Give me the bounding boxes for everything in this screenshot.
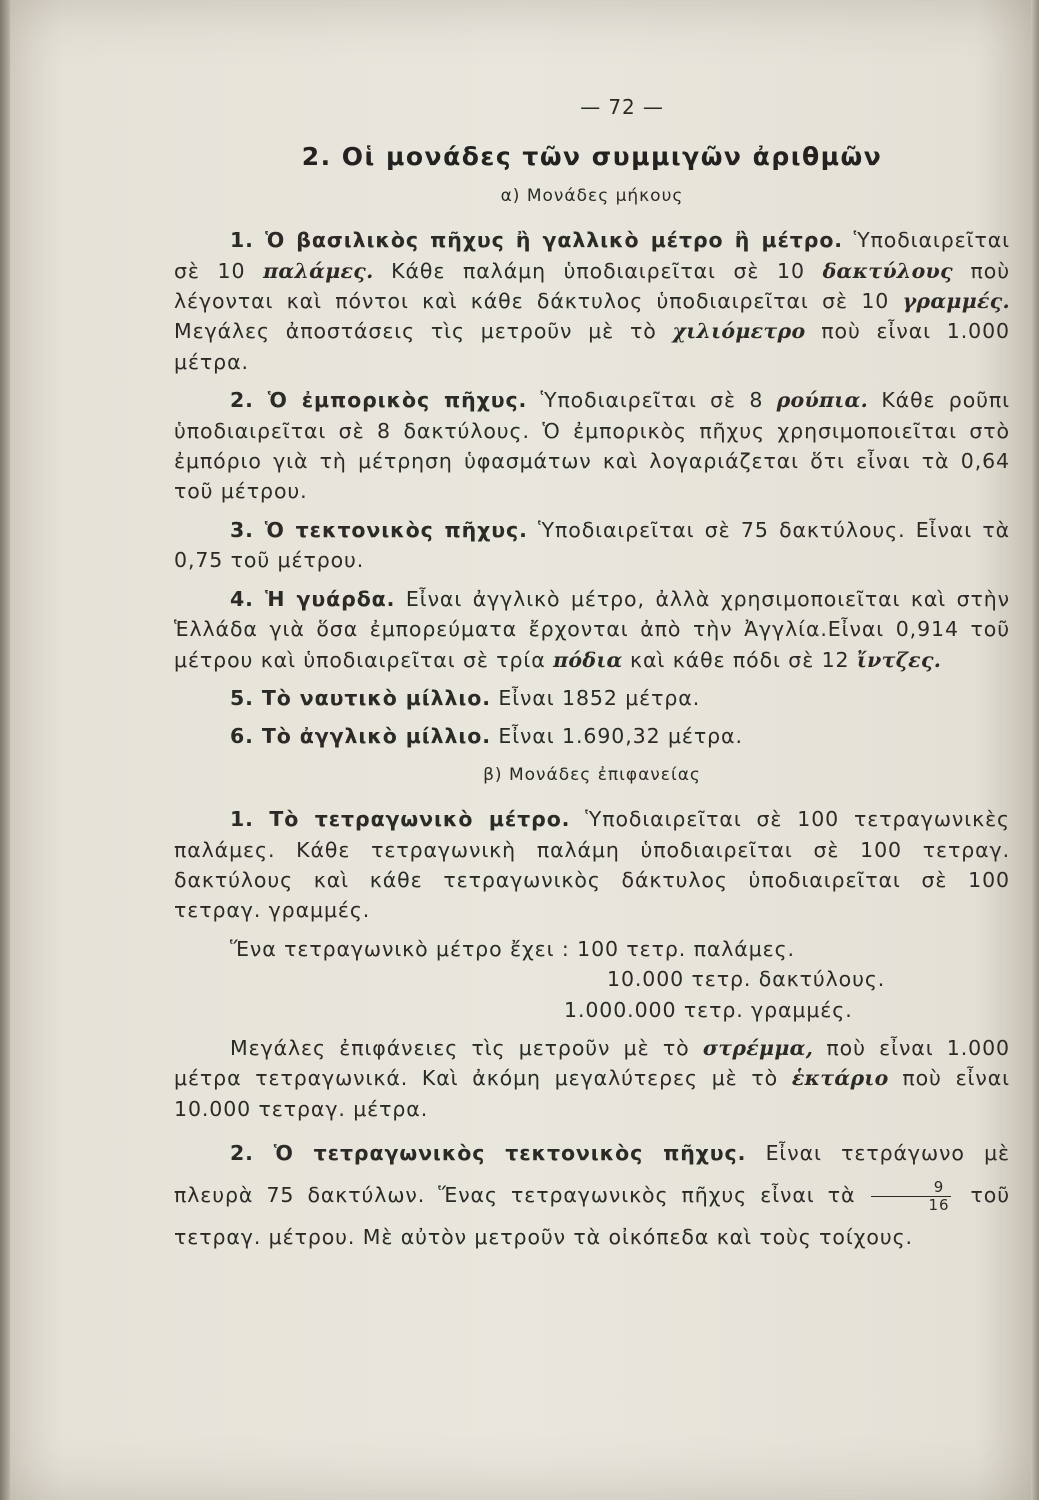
item-text: ποὺ εἶναι 1.000 μέτρα.	[174, 319, 1010, 374]
item-term: ρούπια.	[776, 388, 869, 413]
length-item-2	[174, 385, 1010, 507]
item-text: Ὑποδιαιρεῖται σὲ 10	[174, 228, 1010, 283]
page-number: — 72 —	[580, 95, 664, 119]
item-text: Εἶναι 1.690,32 μέτρα.	[490, 724, 743, 749]
item-text: καὶ κάθε πόδι σὲ 12	[622, 647, 857, 672]
item-heading: 1. Ὁ βασιλικὸς πῆχυς ἢ γαλλικὸ μέτρο ἢ μέτρο.	[230, 228, 843, 253]
page-edge	[1031, 0, 1039, 1500]
item-heading: 1. Τὸ τετραγωνικὸ μέτρο.	[230, 807, 571, 832]
item-heading: 4. Ἡ γυάρδα.	[230, 586, 396, 611]
item-heading: 5. Τὸ ναυτικὸ μίλλιο.	[230, 685, 491, 710]
item-term: ἑκτάριο	[791, 1066, 889, 1091]
length-item-4	[174, 584, 1010, 675]
item-text: Μεγάλες ἀποστάσεις τὶς μετροῦν μὲ τὸ	[174, 319, 673, 344]
surface-item-2	[174, 1132, 1010, 1258]
item-heading: 3. Ὁ τεκτονικὸς πῆχυς.	[230, 517, 528, 542]
item-term: παλάμες.	[263, 258, 374, 283]
item-text: Κάθε παλάμη ὑποδιαιρεῖται σὲ 10	[373, 258, 823, 283]
item-text: ποὺ εἶναι 10.000 τετραγ. μέτρα.	[174, 1066, 1010, 1121]
surface-item-1	[174, 804, 1010, 926]
equivalence-line-2: 10.000 τετρ. δακτύλους.	[607, 967, 886, 992]
item-text: Εἶναι ἀγγλικὸ μέτρο, ἀλλὰ χρησιμοποιεῖται καὶ στὴν Ἑλλάδα γιὰ ὅσα ἐμπορεύματα ἔρχονται ἀπὸ τὴν Ἀγγλία.Εἶναι 0,914 τοῦ μέτρου καὶ ὑποδιαιρεῖται σὲ τρία	[174, 586, 1010, 672]
item-text: τοῦ τετραγ. μέτρου. Μὲ αὐτὸν μετροῦν τὰ οἰκόπεδα καὶ τοὺς τοίχους.	[174, 1183, 1010, 1250]
item-heading: 2. Ὁ ἐμπορικὸς πῆχυς.	[230, 388, 528, 413]
item-text: Μεγάλες ἐπιφάνειες τὶς μετροῦν μὲ τὸ	[230, 1035, 703, 1060]
fraction	[871, 1179, 952, 1214]
item-heading: 6. Τὸ ἀγγλικὸ μίλλιο.	[230, 724, 491, 749]
large-surfaces-paragraph	[174, 1033, 1010, 1124]
item-term: δακτύλους	[822, 258, 953, 283]
chapter-title: 2. Οἱ μονάδες τῶν συμμιγῶν ἀριθμῶν	[301, 142, 883, 172]
item-text: Εἶναι τετράγωνο μὲ πλευρὰ 75 δακτύλων. Ἕνας τετραγωνικὸς πῆχυς εἶναι τὰ	[174, 1141, 1010, 1208]
item-text: Ὑποδιαιρεῖται σὲ 75 δακτύλους. Εἶναι τὰ 0,75 τοῦ μέτρου.	[174, 517, 1010, 573]
item-heading: 2. Ὁ τετραγωνικὸς τεκτονικὸς πῆχυς.	[230, 1141, 747, 1166]
equivalence-line-1: Ἕνα τετραγωνικὸ μέτρο ἔχει : 100 τετρ. παλάμες.	[230, 936, 795, 961]
fraction-denominator: 16	[928, 1195, 950, 1214]
item-term: γραμμές.	[902, 289, 1010, 314]
item-term: στρέμμα,	[702, 1035, 814, 1060]
fraction-numerator: 9	[871, 1179, 952, 1197]
item-term: πόδια	[553, 647, 623, 672]
length-item-1	[174, 225, 1010, 377]
length-item-6	[174, 721, 1010, 751]
page-spine-shadow	[0, 0, 10, 1500]
item-text: Εἶναι 1852 μέτρα.	[490, 685, 701, 710]
item-text: Ὑποδιαιρεῖται σὲ 100 τετραγωνικὲς παλάμες. Κάθε τετραγωνικὴ παλάμη ὑποδιαιρεῖται σὲ 100 τετραγ. δακτύλους καὶ κάθε τετραγωνικὸς δάκτυλος ὑποδιαιρεῖται σὲ 100 τετραγ. γραμμές.	[174, 807, 1010, 923]
section-heading-length: α) Μονάδες μήκους	[500, 185, 684, 206]
item-text: Κάθε ροῦπι ὑποδιαιρεῖται σὲ 8 δακτύλους. Ὁ ἐμπορικὸς πῆχυς χρησιμοποιεῖται στὸ ἐμπόριο γιὰ τὴ μέτρηση ὑφασμάτων καὶ λογαριάζεται ὅτι εἶναι τὰ 0,64 τοῦ μέτρου.	[174, 388, 1010, 504]
equivalence-line-3: 1.000.000 τετρ. γραμμές.	[564, 997, 853, 1022]
item-term: χιλιόμετρο	[672, 319, 806, 344]
section-heading-surface: β) Μονάδες ἐπιφανείας	[483, 764, 701, 785]
item-text: ποὺ λέγονται καὶ πόντοι καὶ κάθε δάκτυλος ὑποδιαιρεῖται σὲ 10	[174, 258, 1010, 314]
length-item-5	[174, 683, 1010, 713]
item-text: ποὺ εἶναι 1.000 μέτρα τετραγωνικά. Καὶ ἀκόμη μεγαλύτερες μὲ τὸ	[174, 1035, 1010, 1091]
item-text: Ὑποδιαιρεῖται σὲ 8	[527, 388, 777, 413]
length-item-3	[174, 515, 1010, 576]
page-content	[174, 92, 1010, 1266]
item-term: ἴντζες.	[856, 647, 942, 672]
